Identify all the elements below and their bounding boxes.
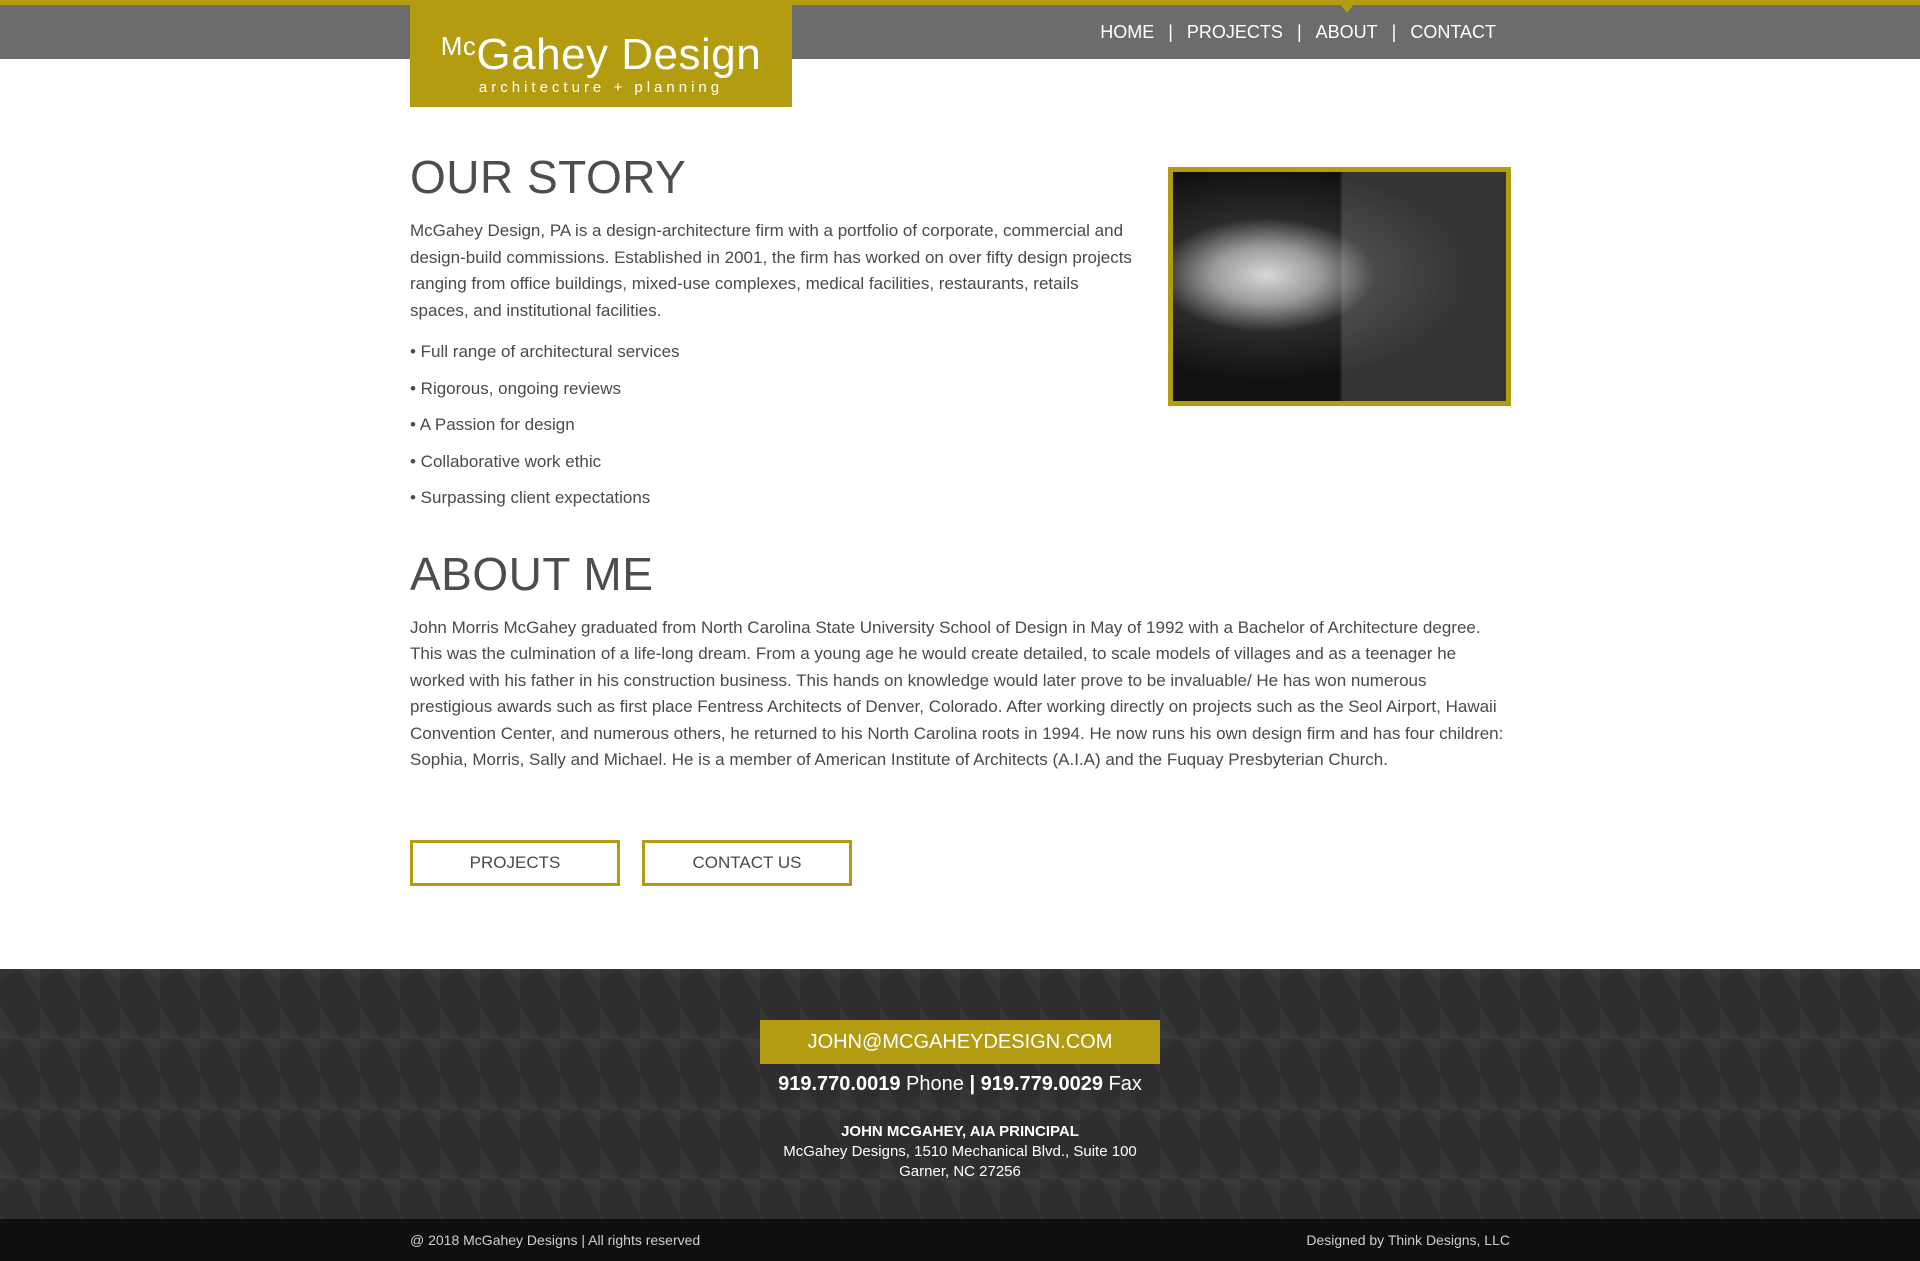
designer-credit[interactable]: Designed by Think Designs, LLC — [1306, 1232, 1510, 1248]
portrait-photo — [1173, 172, 1506, 401]
fax-label: Fax — [1108, 1073, 1142, 1095]
main-content — [410, 150, 1510, 886]
site-logo[interactable] — [410, 0, 792, 107]
site-header — [0, 5, 1920, 59]
phone-fax-line — [0, 1073, 1920, 1096]
about-heading: ABOUT ME — [410, 547, 654, 600]
story-section — [410, 150, 1510, 517]
about-paragraph: John Morris McGahey graduated from North Carolina State University School of Design in May of 1992 with a Bachelor of Architecture degree. This was the culmination of a life-long dream. From a young age he would create detailed, to scale models of villages and as a teenager he worked with his father in his construction business. This hands on knowledge would later prove to be invaluable/ He has won numerous prestigious awards such as first place Fentress Architects of Denver, Colorado. After working directly on projects such as the Seol Airport, Hawaii Convention Center, and numerous others, he returned to his North Carolina roots in 1994. He now runs his own design firm and has four children: Sophia, Morris, Sally and Michael. He is a member of American Institute of Architects (A.I.A) and the Fuquay Presbyterian Church. — [410, 617, 1504, 769]
logo-brand-name: Gahey Design — [476, 30, 762, 79]
list-item: • Rigorous, ongoing reviews — [410, 378, 622, 398]
phone-label: Phone — [906, 1073, 964, 1095]
nav-separator: | — [1391, 21, 1397, 42]
nav-contact[interactable]: CONTACT — [1410, 22, 1496, 42]
contact-us-button[interactable]: CONTACT US — [642, 840, 852, 886]
cta-buttons — [410, 840, 1510, 886]
address-line-2: Garner, NC 27256 — [899, 1163, 1021, 1180]
fax-number: 919.779.0029 — [980, 1073, 1103, 1095]
projects-button[interactable]: PROJECTS — [410, 840, 620, 886]
about-section — [410, 547, 1510, 774]
address-line-1: McGahey Designs, 1510 Mechanical Blvd., Suite 100 — [783, 1143, 1137, 1160]
site-footer — [0, 969, 1920, 1219]
phone-fax-separator: | — [969, 1073, 976, 1095]
nav-separator: | — [1168, 21, 1173, 42]
main-nav — [1086, 5, 1510, 59]
nav-separator: | — [1296, 21, 1302, 42]
bottom-bar — [0, 1219, 1920, 1261]
contact-block — [0, 1122, 1920, 1182]
list-item: • Full range of architectural services — [410, 342, 680, 361]
story-heading: OUR STORY — [410, 151, 687, 203]
logo-brand-mc: Mc — [440, 31, 477, 61]
contact-name: JOHN MCGAHEY, AIA PRINCIPAL — [841, 1123, 1079, 1140]
story-paragraph: McGahey Design, PA is a design-architecture firm with a portfolio of corporate, commercial and design-build commissions. Established in 2001, the firm has worked on over fifty design projects ranging from office buildings, mixed-use complexes, medical facilities, restaurants, retails spaces, and institutional facilities. — [410, 221, 1132, 320]
email-link[interactable]: JOHN@MCGAHEYDESIGN.COM — [760, 1020, 1160, 1064]
nav-home[interactable]: HOME — [1100, 22, 1155, 42]
nav-projects[interactable]: PROJECTS — [1186, 22, 1283, 42]
phone-number[interactable]: 919.770.0019 — [778, 1073, 901, 1095]
list-item: • Surpassing client expectations — [410, 488, 651, 507]
logo-brand — [410, 24, 792, 77]
copyright-text: @ 2018 McGahey Designs | All rights reserved — [410, 1232, 701, 1248]
nav-about[interactable]: ABOUT — [1302, 5, 1392, 59]
logo-tagline: architecture + planning — [478, 79, 724, 96]
list-item: • Collaborative work ethic — [410, 451, 602, 471]
list-item: • A Passion for design — [410, 415, 575, 434]
portrait-photo-frame — [1168, 167, 1511, 406]
